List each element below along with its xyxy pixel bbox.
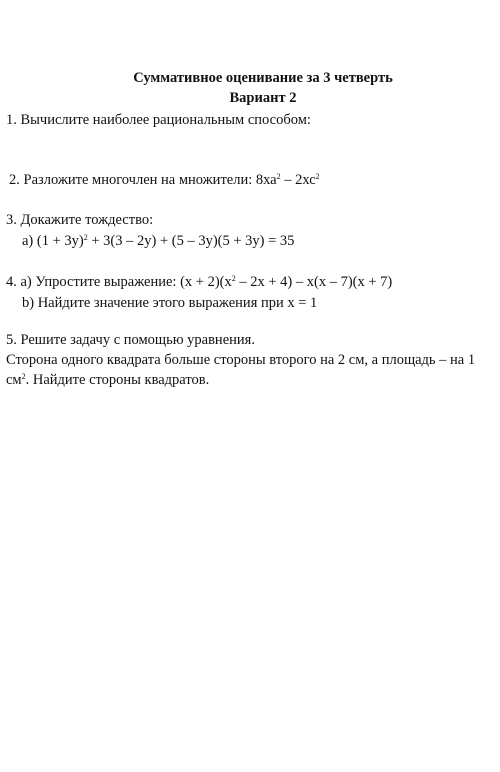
task-2-exponent-2: 2 [315, 172, 320, 181]
task-3-a-exponent: 2 [83, 233, 88, 242]
task-1: 1. Вычислите наиболее рациональным способом: [6, 112, 311, 128]
task-5-line-2-exponent: 2 [21, 372, 26, 381]
task-3-a-end: + 3(3 – 2у) + (5 – 3у)(5 + 3у) = 35 [87, 233, 295, 249]
variant-heading: Вариант 2 [229, 90, 297, 106]
task-4-a [6, 273, 392, 291]
document-title: Суммативное оценивание за 3 четверть [133, 70, 393, 86]
task-3-a-start: а) (1 + 3у) [22, 233, 84, 249]
task-4-a-start: 4. а) Упростите выражение: (х + 2)(х [6, 274, 232, 290]
task-5-line-2-end: . Найдите стороны квадратов. [25, 372, 210, 388]
task-2 [9, 171, 320, 189]
task-5: 5. Решите задачу с помощью уравнения. [6, 332, 255, 348]
task-3: 3. Докажите тождество: [6, 212, 154, 228]
task-4-b: b) Найдите значение этого выражения при х = 1 [22, 295, 318, 311]
task-2-text-mid: – 2хс [280, 172, 316, 188]
task-2-exponent-1: 2 [276, 172, 281, 181]
task-5-line-2 [6, 371, 209, 389]
task-5-line-1: Сторона одного квадрата больше стороны второго на 2 см, а площадь – на 1 [6, 352, 476, 368]
task-4-a-end: – 2х + 4) – х(х – 7)(х + 7) [235, 274, 393, 290]
task-3-a [22, 232, 294, 250]
task-5-line-2-start: см [6, 372, 22, 388]
task-2-text: 2. Разложите многочлен на множители: 8ха [9, 172, 277, 188]
task-4-a-exponent: 2 [231, 274, 236, 283]
